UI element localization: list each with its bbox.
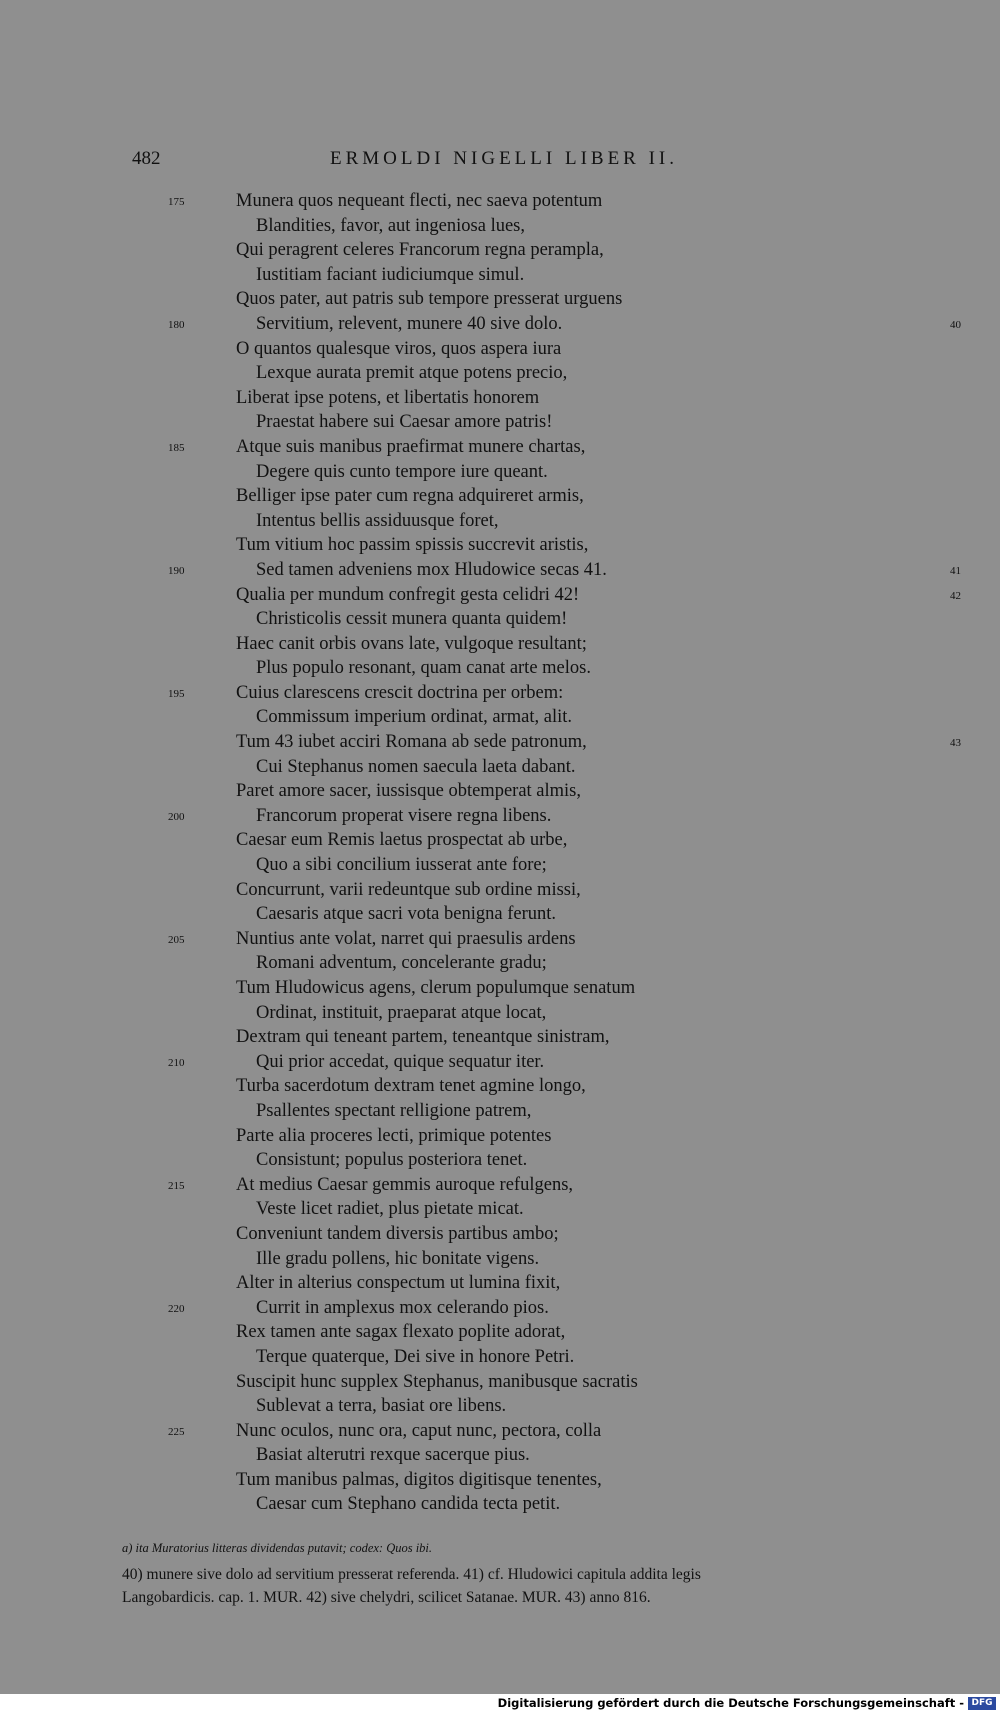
- verse-text: Qualia per mundum confregit gesta celidri 42!: [236, 584, 580, 605]
- verse-line: [0, 1468, 1000, 1493]
- verse-line: [0, 1124, 1000, 1149]
- verse-line: [0, 533, 1000, 558]
- verse-text: Suscipit hunc supplex Stephanus, manibusque sacratis: [236, 1371, 638, 1392]
- verse-text: Currit in amplexus mox celerando pios.: [256, 1297, 549, 1318]
- verse-line: [0, 386, 1000, 411]
- verse-text: Psallentes spectant relligione patrem,: [256, 1100, 532, 1121]
- line-number: 185: [168, 441, 185, 454]
- verse-line: [0, 558, 1000, 583]
- verse-text: Tum 43 iubet acciri Romana ab sede patronum,: [236, 732, 587, 753]
- verse-block: [0, 189, 1000, 1517]
- verse-line: [0, 1222, 1000, 1247]
- verse-line: [0, 189, 1000, 214]
- verse-line: [0, 1247, 1000, 1272]
- verse-text: Turba sacerdotum dextram tenet agmine longo,: [236, 1076, 586, 1097]
- line-number: 200: [168, 810, 185, 823]
- verse-line: [0, 460, 1000, 485]
- verse-text: Tum manibus palmas, digitos digitisque tenentes,: [236, 1469, 602, 1490]
- verse-line: [0, 287, 1000, 312]
- verse-line: [0, 1173, 1000, 1198]
- verse-line: [0, 1296, 1000, 1321]
- running-title: ERMOLDI NIGELLI LIBER II.: [330, 148, 679, 169]
- line-number: 175: [168, 196, 185, 208]
- verse-line: [0, 705, 1000, 730]
- verse-text: Plus populo resonant, quam canat arte melos.: [256, 658, 591, 679]
- line-number: 215: [168, 1179, 185, 1192]
- verse-text: Alter in alterius conspectum ut lumina fixit,: [236, 1273, 561, 1294]
- verse-line: [0, 1074, 1000, 1099]
- verse-text: Atque suis manibus praefirmat munere chartas,: [236, 436, 586, 457]
- verse-line: [0, 263, 1000, 288]
- verse-text: Veste licet radiet, plus pietate micat.: [256, 1199, 524, 1220]
- verse-text: Rex tamen ante sagax flexato poplite adorat,: [236, 1322, 566, 1343]
- verse-line: [0, 1099, 1000, 1124]
- verse-text: Ordinat, instituit, praeparat atque locat,: [256, 1002, 547, 1023]
- verse-text: Praestat habere sui Caesar amore patris!: [256, 412, 553, 433]
- verse-text: Liberat ipse potens, et libertatis honorem: [236, 387, 540, 408]
- verse-line: [0, 1492, 1000, 1517]
- line-number: 210: [168, 1056, 185, 1069]
- footnote-line-2: Langobardicis. cap. 1. MUR. 42) sive chelydri, scilicet Satanae. MUR. 43) anno 816.: [122, 1589, 651, 1606]
- verse-text: Consistunt; populus posteriora tenet.: [256, 1150, 528, 1171]
- verse-text: Caesar eum Remis laetus prospectat ab urbe,: [236, 830, 568, 851]
- verse-text: Paret amore sacer, iussisque obtemperat almis,: [236, 781, 581, 802]
- line-number: 180: [168, 318, 185, 331]
- verse-text: Nunc oculos, nunc ora, caput nunc, pectora, colla: [236, 1420, 602, 1441]
- verse-line: [0, 902, 1000, 927]
- page-number: 482: [132, 148, 161, 169]
- verse-text: Cuius clarescens crescit doctrina per orbem:: [236, 682, 564, 703]
- line-number: 205: [168, 933, 185, 946]
- margin-note-number: 43: [950, 737, 961, 750]
- verse-text: Servitium, relevent, munere 40 sive dolo.: [256, 313, 563, 334]
- verse-text: Dextram qui teneant partem, teneantque sinistram,: [236, 1027, 610, 1048]
- verse-text: Terque quaterque, Dei sive in honore Petri.: [256, 1346, 575, 1367]
- verse-line: [0, 337, 1000, 362]
- verse-line: [0, 1025, 1000, 1050]
- verse-line: [0, 1050, 1000, 1075]
- verse-text: Blandities, favor, aut ingeniosa lues,: [256, 215, 525, 236]
- verse-line: [0, 853, 1000, 878]
- verse-text: Parte alia proceres lecti, primique potentes: [236, 1125, 552, 1146]
- verse-line: [0, 238, 1000, 263]
- verse-text: Nuntius ante volat, narret qui praesulis ardens: [236, 928, 576, 949]
- verse-line: [0, 632, 1000, 657]
- verse-text: Quo a sibi concilium iusserat ante fore;: [256, 855, 547, 876]
- verse-line: [0, 730, 1000, 755]
- verse-text: Sed tamen adveniens mox Hludowice secas 41.: [256, 559, 607, 580]
- margin-note-number: 40: [950, 318, 961, 331]
- verse-text: Cui Stephanus nomen saecula laeta dabant.: [256, 756, 576, 777]
- verse-text: Sublevat a terra, basiat ore libens.: [256, 1396, 507, 1417]
- verse-line: [0, 607, 1000, 632]
- digitization-footer: [0, 1694, 1000, 1714]
- verse-line: [0, 828, 1000, 853]
- verse-line: [0, 1419, 1000, 1444]
- verse-line: [0, 435, 1000, 460]
- line-number: 225: [168, 1425, 185, 1438]
- verse-text: Haec canit orbis ovans late, vulgoque resultant;: [236, 633, 587, 654]
- verse-text: Qui peragrent celeres Francorum regna perampla,: [236, 240, 604, 261]
- verse-line: [0, 410, 1000, 435]
- verse-line: [0, 976, 1000, 1001]
- verse-text: Quos pater, aut patris sub tempore presserat urguens: [236, 289, 623, 310]
- verse-line: [0, 1320, 1000, 1345]
- verse-line: [0, 878, 1000, 903]
- verse-line: [0, 1271, 1000, 1296]
- verse-text: Lexque aurata premit atque potens precio,: [256, 363, 568, 384]
- verse-text: Commissum imperium ordinat, armat, alit.: [256, 707, 572, 728]
- verse-line: [0, 361, 1000, 386]
- verse-text: Christicolis cessit munera quanta quidem!: [256, 609, 568, 630]
- verse-line: [0, 214, 1000, 239]
- line-number: 220: [168, 1302, 185, 1315]
- verse-text: Ille gradu pollens, hic bonitate vigens.: [256, 1248, 540, 1269]
- verse-line: [0, 1345, 1000, 1370]
- verse-text: Concurrunt, varii redeuntque sub ordine missi,: [236, 879, 581, 900]
- verse-line: [0, 951, 1000, 976]
- verse-text: Conveniunt tandem diversis partibus ambo;: [236, 1223, 559, 1244]
- verse-text: Tum vitium hoc passim spissis succrevit aristis,: [236, 535, 589, 556]
- footnote-a: a) ita Muratorius litteras dividendas putavit; codex: Quos ibi.: [122, 1541, 433, 1555]
- verse-text: Tum Hludowicus agens, clerum populumque senatum: [236, 978, 636, 998]
- line-number: 190: [168, 564, 185, 577]
- verse-text: Caesar cum Stephano candida tecta petit.: [256, 1494, 561, 1515]
- verse-text: Basiat alterutri rexque sacerque pius.: [256, 1445, 530, 1466]
- verse-text: Degere quis cunto tempore iure queant.: [256, 461, 548, 482]
- footer-text: Digitalisierung gefördert durch die Deutsche Forschungsgemeinschaft -: [497, 1696, 964, 1710]
- verse-text: Belliger ipse pater cum regna adquireret armis,: [236, 486, 584, 507]
- verse-line: [0, 1394, 1000, 1419]
- verse-text: Qui prior accedat, quique sequatur iter.: [256, 1051, 545, 1072]
- verse-text: Caesaris atque sacri vota benigna ferunt.: [256, 904, 556, 925]
- verse-line: [0, 1370, 1000, 1395]
- margin-note-number: 41: [950, 564, 961, 577]
- verse-line: [0, 1001, 1000, 1026]
- verse-text: Intentus bellis assiduusque foret,: [256, 510, 499, 531]
- verse-line: [0, 583, 1000, 608]
- verse-line: [0, 509, 1000, 534]
- verse-line: [0, 484, 1000, 509]
- verse-line: [0, 1197, 1000, 1222]
- verse-text: At medius Caesar gemmis auroque refulgens,: [236, 1174, 574, 1195]
- dfg-logo: DFG: [968, 1697, 996, 1710]
- margin-note-number: 42: [950, 589, 961, 602]
- verse-line: [0, 1148, 1000, 1173]
- verse-line: [0, 779, 1000, 804]
- line-number: 195: [168, 687, 185, 700]
- verse-line: [0, 312, 1000, 337]
- verse-text: Iustitiam faciant iudiciumque simul.: [256, 264, 525, 285]
- footnote-line-1: 40) munere sive dolo ad servitium presserat referenda. 41) cf. Hludowici capitula addita legis: [122, 1566, 701, 1583]
- verse-text: Francorum properat visere regna libens.: [256, 805, 552, 826]
- verse-text: Romani adventum, concelerante gradu;: [256, 953, 547, 974]
- verse-line: [0, 681, 1000, 706]
- verse-text: O quantos qualesque viros, quos aspera iura: [236, 338, 562, 359]
- verse-line: [0, 755, 1000, 780]
- verse-text: Munera quos nequeant flecti, nec saeva potentum: [236, 191, 603, 211]
- verse-line: [0, 927, 1000, 952]
- verse-line: [0, 656, 1000, 681]
- verse-line: [0, 1443, 1000, 1468]
- verse-line: [0, 804, 1000, 829]
